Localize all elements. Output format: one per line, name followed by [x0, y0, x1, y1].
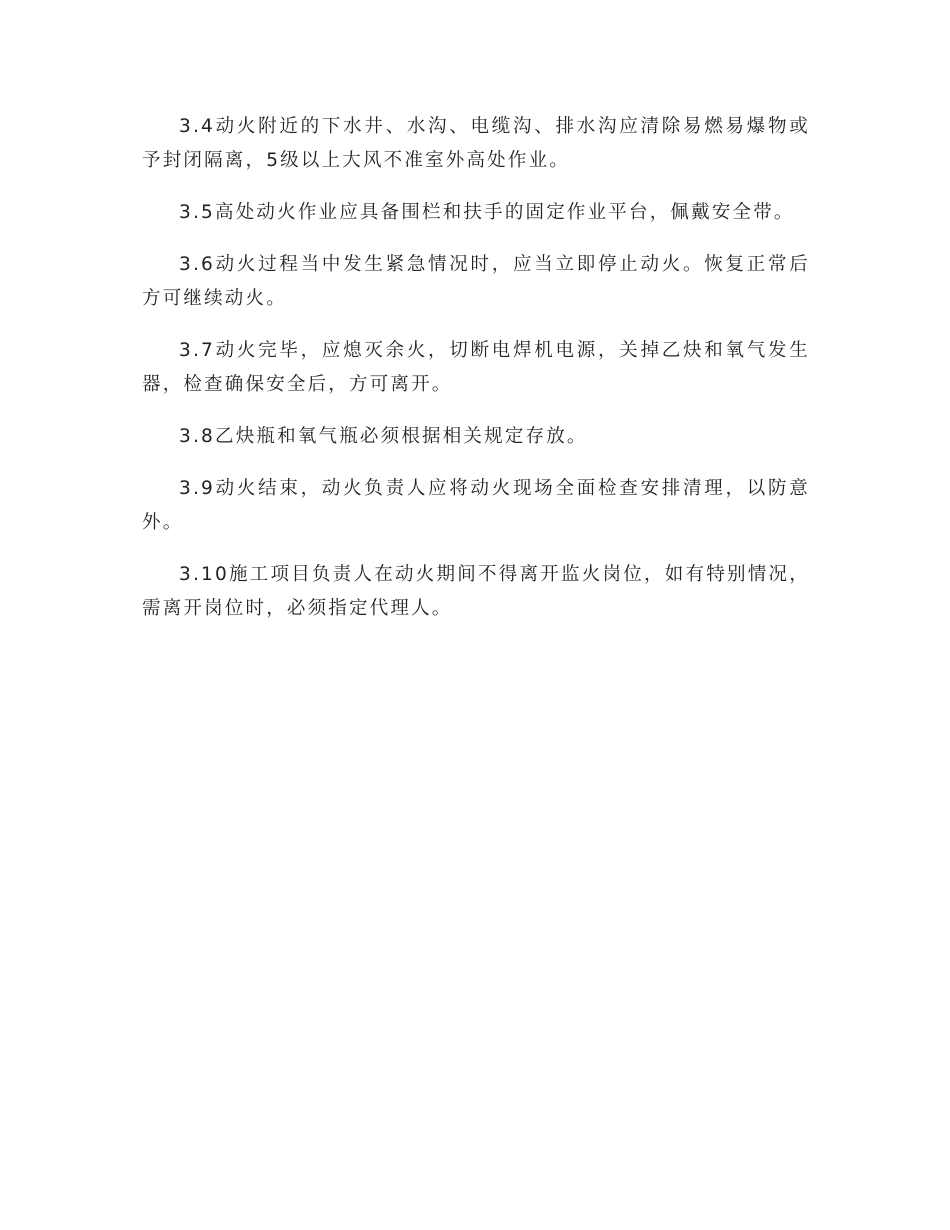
paragraph-3-10: 3.10施工项目负责人在动火期间不得离开监火岗位，如有特别情况，需离开岗位时，必须指定代理人。 [142, 564, 810, 619]
document-body [142, 110, 810, 644]
paragraph-3-7: 3.7动火完毕，应熄灭余火，切断电焊机电源，关掉乙炔和氧气发生器，检查确保安全后，方可离开。 [142, 340, 810, 395]
paragraph-3-5: 3.5高处动火作业应具备围栏和扶手的固定作业平台，佩戴安全带。 [179, 202, 795, 223]
paragraph-3-8: 3.8乙炔瓶和氧气瓶必须根据相关规定存放。 [179, 426, 588, 447]
paragraph-3-9: 3.9动火结束，动火负责人应将动火现场全面检查安排清理，以防意外。 [142, 478, 810, 533]
paragraph-3-4: 3.4动火附近的下水井、水沟、电缆沟、排水沟应清除易燃易爆物或予封闭隔离，5级以上大风不准室外高处作业。 [142, 116, 810, 171]
paragraph-3-6: 3.6动火过程当中发生紧急情况时，应当立即停止动火。恢复正常后方可继续动火。 [142, 254, 810, 309]
